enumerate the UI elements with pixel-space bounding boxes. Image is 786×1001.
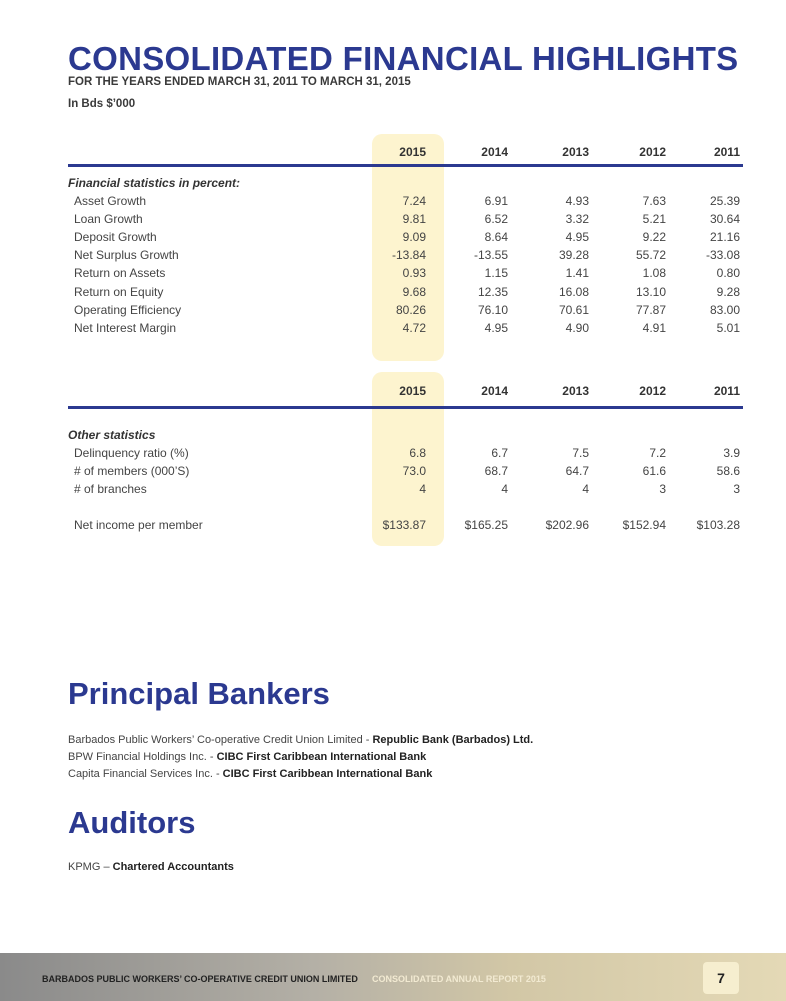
row-label: Asset Growth	[74, 194, 147, 208]
page-subtitle: FOR THE YEARS ENDED MARCH 31, 2011 TO MARCH 31, 2015	[68, 76, 411, 88]
cell: 13.10	[635, 285, 666, 299]
page-title: CONSOLIDATED FINANCIAL HIGHLIGHTS	[68, 40, 739, 77]
cell: 8.64	[484, 230, 508, 244]
footer-organization: BARBADOS PUBLIC WORKERS’ CO-OPERATIVE CREDIT UNION LIMITED	[42, 974, 358, 984]
cell: 73.0	[402, 464, 426, 478]
cell: 4.72	[402, 321, 426, 335]
table-row	[68, 248, 743, 266]
cell: 5.21	[642, 212, 666, 226]
footer-report-title: CONSOLIDATED ANNUAL REPORT 2015	[372, 974, 546, 984]
banker-bank: CIBC First Caribbean International Bank	[222, 768, 433, 780]
year-header-row-other	[68, 384, 743, 402]
cell: -13.84	[391, 248, 426, 262]
year-header: 2015	[399, 384, 426, 398]
cell: 4	[501, 482, 508, 496]
cell: 1.41	[565, 266, 589, 280]
row-label: Return on Equity	[74, 285, 164, 299]
year-header: 2011	[713, 384, 740, 398]
cell: 9.09	[402, 230, 426, 244]
cell: -13.55	[473, 248, 508, 262]
cell: -33.08	[705, 248, 740, 262]
cell: 1.15	[484, 266, 508, 280]
cell: 58.6	[716, 464, 740, 478]
header-rule	[68, 164, 743, 167]
cell: $152.94	[622, 518, 666, 532]
table-row	[68, 303, 743, 321]
cell: 7.5	[572, 446, 589, 460]
year-header: 2013	[562, 145, 589, 159]
cell: 4	[582, 482, 589, 496]
table-row	[68, 464, 743, 482]
cell: 0.80	[716, 266, 740, 280]
cell: 80.26	[395, 303, 426, 317]
row-label: Delinquency ratio (%)	[74, 446, 189, 460]
table-row	[68, 194, 743, 212]
cell: $133.87	[382, 518, 426, 532]
year-header: 2011	[713, 145, 740, 159]
cell: 12.35	[477, 285, 508, 299]
page-number-box	[703, 962, 739, 994]
cell: 83.00	[709, 303, 740, 317]
cell: 16.08	[558, 285, 589, 299]
cell: 4.95	[484, 321, 508, 335]
cell: 9.28	[716, 285, 740, 299]
cell: 7.24	[402, 194, 426, 208]
cell: $103.28	[696, 518, 740, 532]
cell: 4.95	[565, 230, 589, 244]
cell: 0.93	[402, 266, 426, 280]
cell: 68.7	[484, 464, 508, 478]
header-rule	[68, 406, 743, 409]
cell: 55.72	[635, 248, 666, 262]
units-note: In Bds $’000	[68, 98, 136, 110]
cell: 6.52	[484, 212, 508, 226]
year-header: 2014	[481, 384, 508, 398]
cell: $202.96	[545, 518, 589, 532]
cell: 70.61	[558, 303, 589, 317]
table-row	[68, 212, 743, 230]
cell: 6.8	[409, 446, 426, 460]
year-header: 2013	[562, 384, 589, 398]
cell: 30.64	[709, 212, 740, 226]
page-number: 7	[717, 970, 725, 986]
cell: 39.28	[558, 248, 589, 262]
banker-entity: BPW Financial Holdings Inc. -	[68, 751, 217, 763]
cell: 3	[733, 482, 740, 496]
row-label: # of members (000’S)	[74, 464, 190, 478]
year-header: 2014	[481, 145, 508, 159]
cell: 1.08	[642, 266, 666, 280]
cell: 3	[659, 482, 666, 496]
cell: 5.01	[716, 321, 740, 335]
table-row	[68, 285, 743, 303]
auditor-line	[68, 861, 234, 873]
table-row	[68, 266, 743, 284]
auditor-entity: KPMG –	[68, 861, 113, 873]
cell: 64.7	[565, 464, 589, 478]
auditors-heading: Auditors	[68, 805, 196, 840]
cell: 9.81	[402, 212, 426, 226]
section-label-other: Other statistics	[68, 428, 156, 442]
row-label: Return on Assets	[74, 266, 166, 280]
cell: 4.90	[565, 321, 589, 335]
banker-line	[68, 768, 432, 780]
year-header: 2012	[639, 384, 666, 398]
cell: 4.91	[642, 321, 666, 335]
year-header-row-financial	[68, 145, 743, 163]
cell: 21.16	[709, 230, 740, 244]
cell: 6.7	[491, 446, 508, 460]
table-row	[68, 321, 743, 339]
row-label: # of branches	[74, 482, 147, 496]
row-label: Net Surplus Growth	[74, 248, 179, 262]
banker-line	[68, 751, 426, 763]
table-row	[68, 482, 743, 500]
table-row	[68, 518, 743, 536]
banker-bank: Republic Bank (Barbados) Ltd.	[372, 734, 534, 746]
table-row	[68, 446, 743, 464]
bankers-heading: Principal Bankers	[68, 676, 330, 711]
banker-entity: Barbados Public Workers’ Co-operative Credit Union Limited -	[68, 734, 373, 746]
page-footer	[0, 953, 786, 1001]
banker-entity: Capita Financial Services Inc. -	[68, 768, 223, 780]
cell: 4.93	[565, 194, 589, 208]
auditor-firm: Chartered Accountants	[112, 861, 234, 873]
banker-line	[68, 734, 533, 746]
cell: 3.32	[565, 212, 589, 226]
cell: 61.6	[642, 464, 666, 478]
row-label: Net Interest Margin	[74, 321, 177, 335]
year-header: 2012	[639, 145, 666, 159]
section-label-financial: Financial statistics in percent:	[68, 176, 241, 190]
cell: 76.10	[477, 303, 508, 317]
cell: 6.91	[484, 194, 508, 208]
row-label: Loan Growth	[74, 212, 143, 226]
cell: 7.2	[649, 446, 666, 460]
cell: 77.87	[635, 303, 666, 317]
year-header: 2015	[399, 145, 426, 159]
banker-bank: CIBC First Caribbean International Bank	[216, 751, 427, 763]
cell: 3.9	[723, 446, 740, 460]
row-label: Net income per member	[74, 518, 203, 532]
cell: 9.68	[402, 285, 426, 299]
cell: $165.25	[464, 518, 508, 532]
cell: 9.22	[642, 230, 666, 244]
cell: 25.39	[709, 194, 740, 208]
table-row	[68, 230, 743, 248]
row-label: Deposit Growth	[74, 230, 157, 244]
cell: 7.63	[642, 194, 666, 208]
row-label: Operating Efficiency	[74, 303, 182, 317]
cell: 4	[419, 482, 426, 496]
